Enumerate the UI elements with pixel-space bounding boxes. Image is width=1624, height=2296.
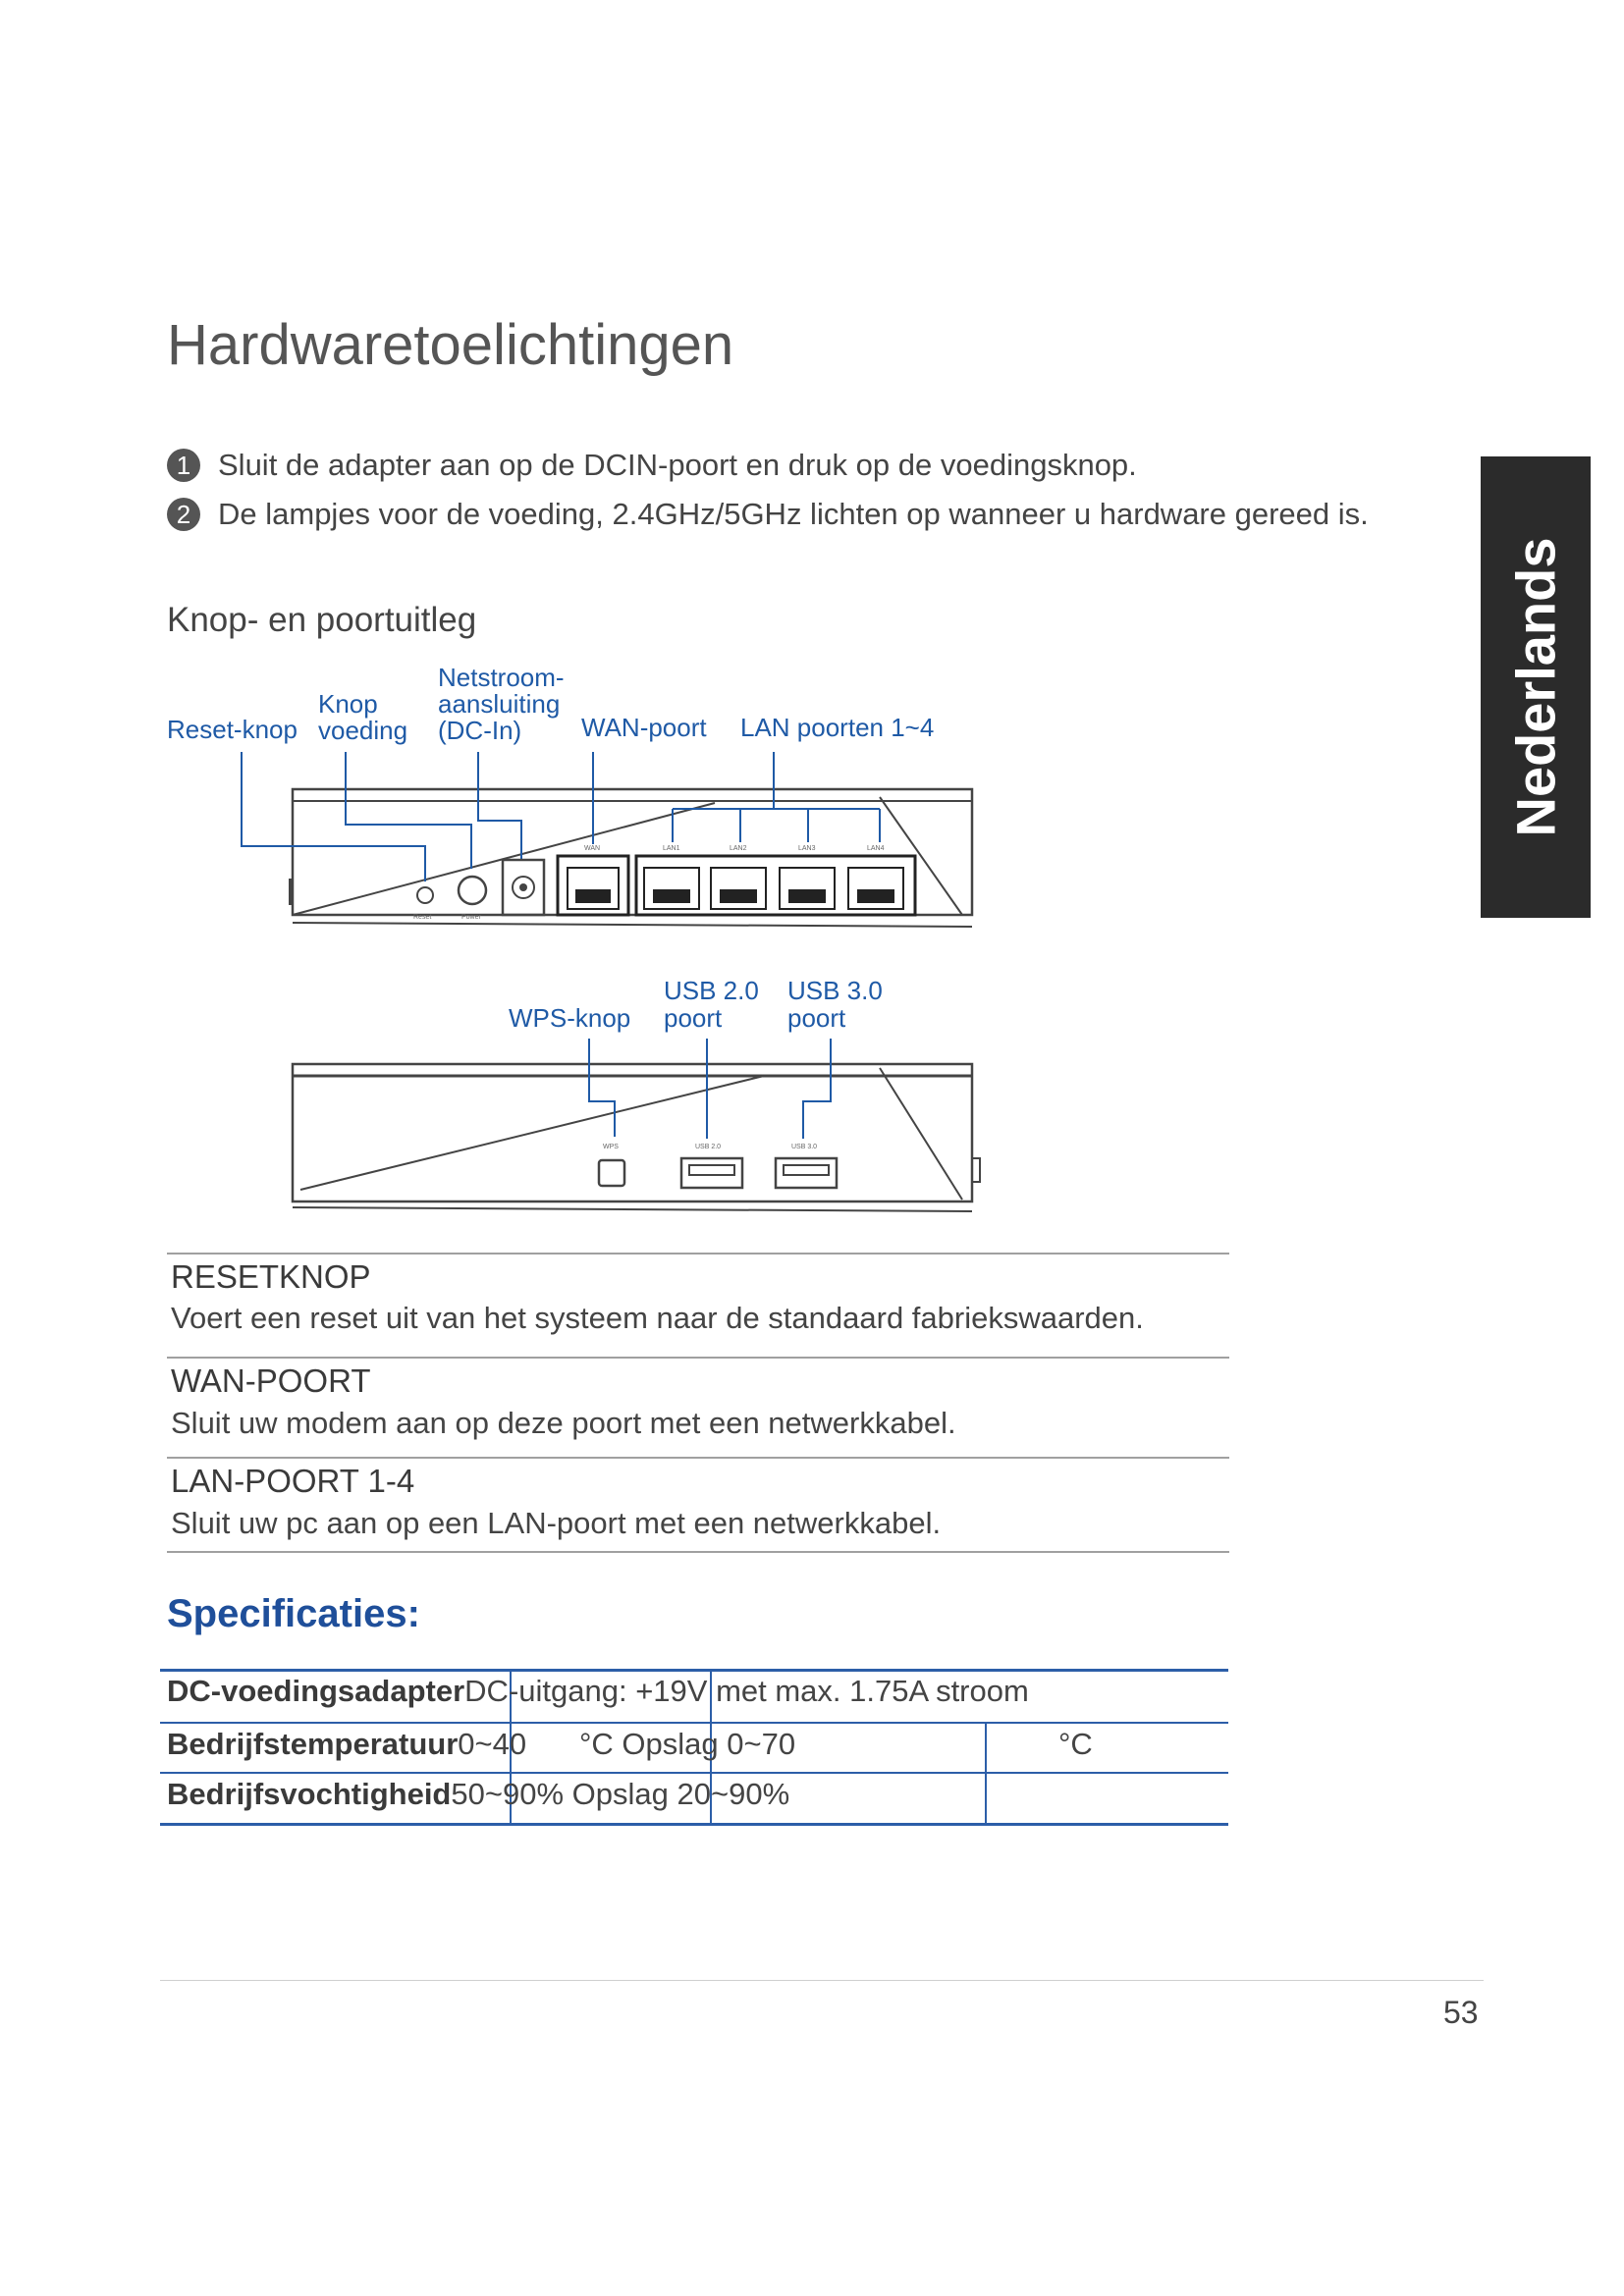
label-power-button-line2: voeding xyxy=(318,716,408,745)
device-text-usb2: USB 2.0 xyxy=(695,1144,722,1150)
label-wps-button: WPS-knop xyxy=(509,1003,631,1033)
label-lan-ports: LAN poorten 1~4 xyxy=(740,713,935,742)
step-number-badge: 1 xyxy=(167,449,200,482)
divider xyxy=(167,1551,1229,1553)
label-usb3-line1: USB 3.0 xyxy=(787,976,883,1005)
label-usb2-line2: poort xyxy=(664,1003,723,1033)
spec-storage-value: 20~90% xyxy=(677,1777,790,1811)
device-text-reset: Reset xyxy=(413,914,432,921)
spec-storage-value: 0~70 xyxy=(727,1727,796,1761)
definition-desc-wan: Sluit uw modem aan op deze poort met een netwerkkabel. xyxy=(171,1406,956,1440)
definition-term-lan: LAN-POORT 1-4 xyxy=(171,1463,415,1499)
step-text: De lampjes voor de voeding, 2.4GHz/5GHz lichten op wanneer u hardware gereed is. xyxy=(218,497,1369,531)
divider xyxy=(167,1253,1229,1255)
device-text-lan3: LAN3 xyxy=(798,845,816,852)
definition-desc-lan: Sluit uw pc aan op een LAN-poort met een netwerkkabel. xyxy=(171,1506,942,1540)
device-text-lan2: LAN2 xyxy=(730,845,747,852)
spec-row-operating-humidity xyxy=(167,1777,789,1812)
section-subtitle: Knop- en poortuitleg xyxy=(167,601,477,639)
page-title: Hardwaretoelichtingen xyxy=(167,313,734,377)
front-panel-body xyxy=(293,1064,972,1201)
device-text-power: Power xyxy=(461,914,481,921)
page-number: 53 xyxy=(1443,1995,1479,2030)
usb2-port-icon xyxy=(681,1158,742,1188)
specs-title: Specificaties: xyxy=(167,1592,420,1635)
spec-label: DC-voedingsadapter xyxy=(167,1674,465,1708)
spec-storage-unit: °C xyxy=(1058,1727,1093,1761)
device-text-usb3: USB 3.0 xyxy=(791,1144,818,1150)
front-panel-diagonal xyxy=(300,1076,764,1190)
device-text-lan1: LAN1 xyxy=(663,845,680,852)
spec-row-operating-temperature xyxy=(167,1727,526,1762)
spec-table-row-rule xyxy=(160,1772,1228,1774)
label-dcin-line1: Netstroom- xyxy=(438,663,565,692)
device-text-wan: WAN xyxy=(584,845,601,852)
spec-table-row-rule xyxy=(160,1722,1228,1724)
spec-row-power-adapter xyxy=(167,1674,1029,1709)
device-text-lan4: LAN4 xyxy=(867,845,885,852)
divider xyxy=(167,1457,1229,1459)
label-usb3-line2: poort xyxy=(787,1003,846,1033)
device-text-wps: WPS xyxy=(603,1144,619,1150)
language-tab-label: Nederlands xyxy=(1504,537,1567,837)
spec-storage-label: Opslag xyxy=(622,1727,719,1761)
spec-row-operating-temperature-storage xyxy=(579,1727,795,1762)
wps-button-icon xyxy=(599,1160,624,1186)
spec-value: DC-uitgang: +19V met max. 1.75A stroom xyxy=(464,1674,1029,1708)
spec-operating-value: 0~40 xyxy=(458,1727,527,1761)
definition-desc-reset: Voert een reset uit van het systeem naar de standaard fabriekswaarden. xyxy=(171,1301,1144,1335)
spec-label: Bedrijfsvochtigheid xyxy=(167,1777,452,1811)
label-wan-port: WAN-poort xyxy=(581,713,707,742)
spec-storage-label: Opslag xyxy=(571,1777,669,1811)
definition-term-wan: WAN-POORT xyxy=(171,1362,371,1399)
spec-table-column-rule xyxy=(985,1723,987,1823)
spec-table-top-rule xyxy=(160,1669,1228,1672)
step-number-badge: 2 xyxy=(167,498,200,531)
footer-rule xyxy=(160,1980,1484,1981)
label-dcin-line3: (DC-In) xyxy=(438,716,522,745)
label-usb2-line1: USB 2.0 xyxy=(664,976,759,1005)
spec-table-bottom-rule xyxy=(160,1823,1228,1826)
label-reset-button: Reset-knop xyxy=(167,715,298,744)
usb3-port-icon xyxy=(776,1158,837,1188)
spec-operating-value: 50~90% xyxy=(451,1777,565,1811)
front-panel-diagonal-right xyxy=(880,1068,962,1200)
spec-operating-unit: °C xyxy=(579,1727,614,1761)
label-dcin-line2: aansluiting xyxy=(438,689,561,719)
definition-term-reset: RESETKNOP xyxy=(171,1258,371,1295)
spec-label: Bedrijfstemperatuur xyxy=(167,1727,459,1761)
step-text: Sluit de adapter aan op de DCIN-poort en druk op de voedingsknop. xyxy=(218,448,1137,482)
label-power-button-line1: Knop xyxy=(318,689,378,719)
divider xyxy=(167,1357,1229,1359)
